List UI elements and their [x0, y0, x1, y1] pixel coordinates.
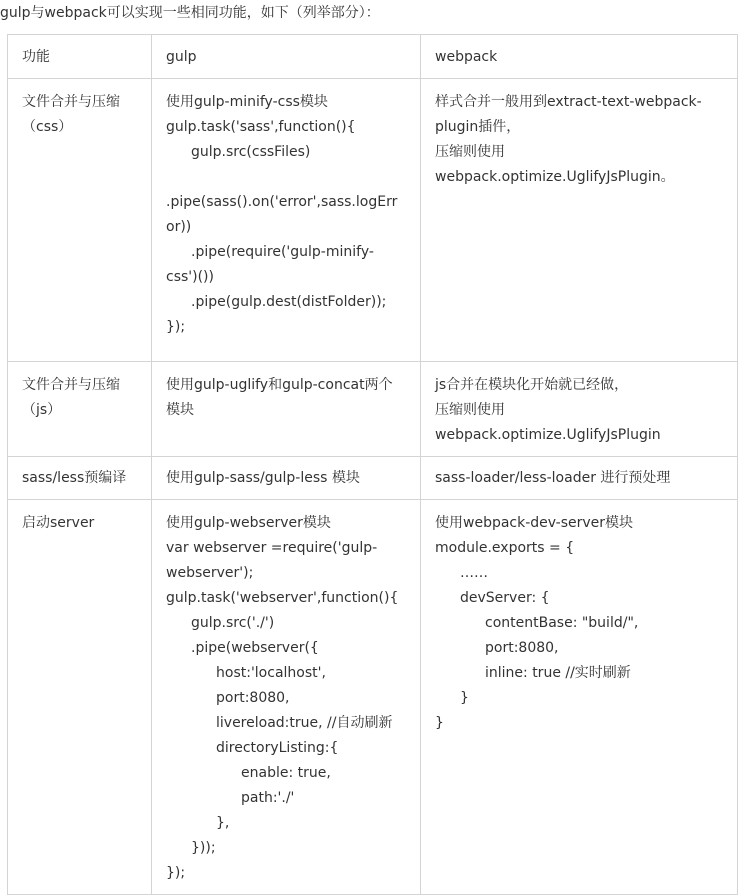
text-line: 压缩则使用	[435, 402, 505, 418]
feature-line: （css）	[22, 119, 73, 135]
feature-line: 启动server	[22, 515, 95, 531]
table-row	[8, 362, 738, 457]
code-line: module.exports = {	[435, 540, 575, 556]
code-line: .pipe(webserver({	[191, 640, 319, 656]
code-line: 使用webpack-dev-server模块	[435, 515, 634, 531]
code-line: .pipe(require('gulp-minify-	[191, 244, 374, 260]
feature-cell	[8, 79, 152, 362]
code-line: path:'./'	[241, 790, 295, 806]
text-line: 使用gulp-uglify和gulp-concat两个	[166, 377, 393, 393]
text-line: webpack.optimize.UglifyJsPlugin。	[435, 169, 675, 185]
code-line: host:'localhost',	[216, 665, 326, 681]
code-line: gulp.src(cssFiles)	[191, 144, 311, 160]
comparison-table	[7, 34, 738, 895]
text-line: 使用gulp-sass/gulp-less 模块	[166, 470, 360, 486]
code-line: webserver');	[166, 565, 254, 581]
webpack-cell	[421, 457, 738, 500]
code-line: inline: true //实时刷新	[485, 665, 631, 681]
webpack-cell	[421, 500, 738, 895]
gulp-cell	[152, 362, 421, 457]
text-line: webpack.optimize.UglifyJsPlugin	[435, 427, 661, 443]
feature-cell	[8, 362, 152, 457]
table-row	[8, 79, 738, 362]
gulp-cell	[152, 79, 421, 362]
code-line: port:8080,	[216, 690, 290, 706]
webpack-cell	[421, 79, 738, 362]
header-webpack: webpack	[421, 35, 738, 79]
code-line: directoryListing:{	[216, 740, 339, 756]
text-line: 压缩则使用	[435, 144, 505, 160]
code-line: }	[435, 715, 444, 731]
header-gulp: gulp	[152, 35, 421, 79]
code-line: });	[166, 319, 186, 335]
feature-cell	[8, 457, 152, 500]
code-line: }));	[191, 840, 216, 856]
code-line: port:8080,	[485, 640, 559, 656]
text-line: js合并在模块化开始就已经做，	[435, 377, 629, 393]
text-line: plugin插件，	[435, 119, 521, 135]
code-line: devServer: {	[460, 590, 550, 606]
code-line: 使用gulp-minify-css模块	[166, 94, 328, 110]
code-line: ……	[460, 565, 488, 581]
code-line: css')())	[166, 269, 214, 285]
text-line: sass-loader/less-loader 进行预处理	[435, 470, 671, 486]
code-line: gulp.src('./')	[191, 615, 275, 631]
table-header-row	[8, 35, 738, 79]
header-feature: 功能	[8, 35, 152, 79]
gulp-cell	[152, 500, 421, 895]
gulp-cell	[152, 457, 421, 500]
code-line: or))	[166, 219, 192, 235]
code-line: }	[460, 690, 469, 706]
code-line: gulp.task('sass',function(){	[166, 119, 356, 135]
code-line: .pipe(gulp.dest(distFolder));	[191, 294, 387, 310]
code-line: });	[166, 865, 186, 881]
webpack-cell	[421, 362, 738, 457]
code-line: enable: true,	[241, 765, 331, 781]
code-line: .pipe(sass().on('error',sass.logErr	[166, 194, 398, 210]
table-row	[8, 500, 738, 895]
code-line: gulp.task('webserver',function(){	[166, 590, 399, 606]
code-line: },	[216, 815, 230, 831]
code-line: var webserver =require('gulp-	[166, 540, 378, 556]
intro-text: gulp与webpack可以实现一些相同功能，如下（列举部分）：	[0, 5, 380, 21]
table-row	[8, 457, 738, 500]
feature-line: 文件合并与压缩	[22, 94, 120, 110]
text-line: 模块	[166, 402, 194, 418]
code-line: contentBase: "build/",	[485, 615, 639, 631]
text-line: 样式合并一般用到extract-text-webpack-	[435, 94, 702, 110]
feature-line: 文件合并与压缩	[22, 377, 120, 393]
feature-line: sass/less预编译	[22, 470, 127, 486]
feature-cell	[8, 500, 152, 895]
code-line	[166, 165, 406, 190]
code-line: livereload:true, //自动刷新	[216, 715, 393, 731]
feature-line: （js）	[22, 402, 62, 418]
code-line: 使用gulp-webserver模块	[166, 515, 331, 531]
